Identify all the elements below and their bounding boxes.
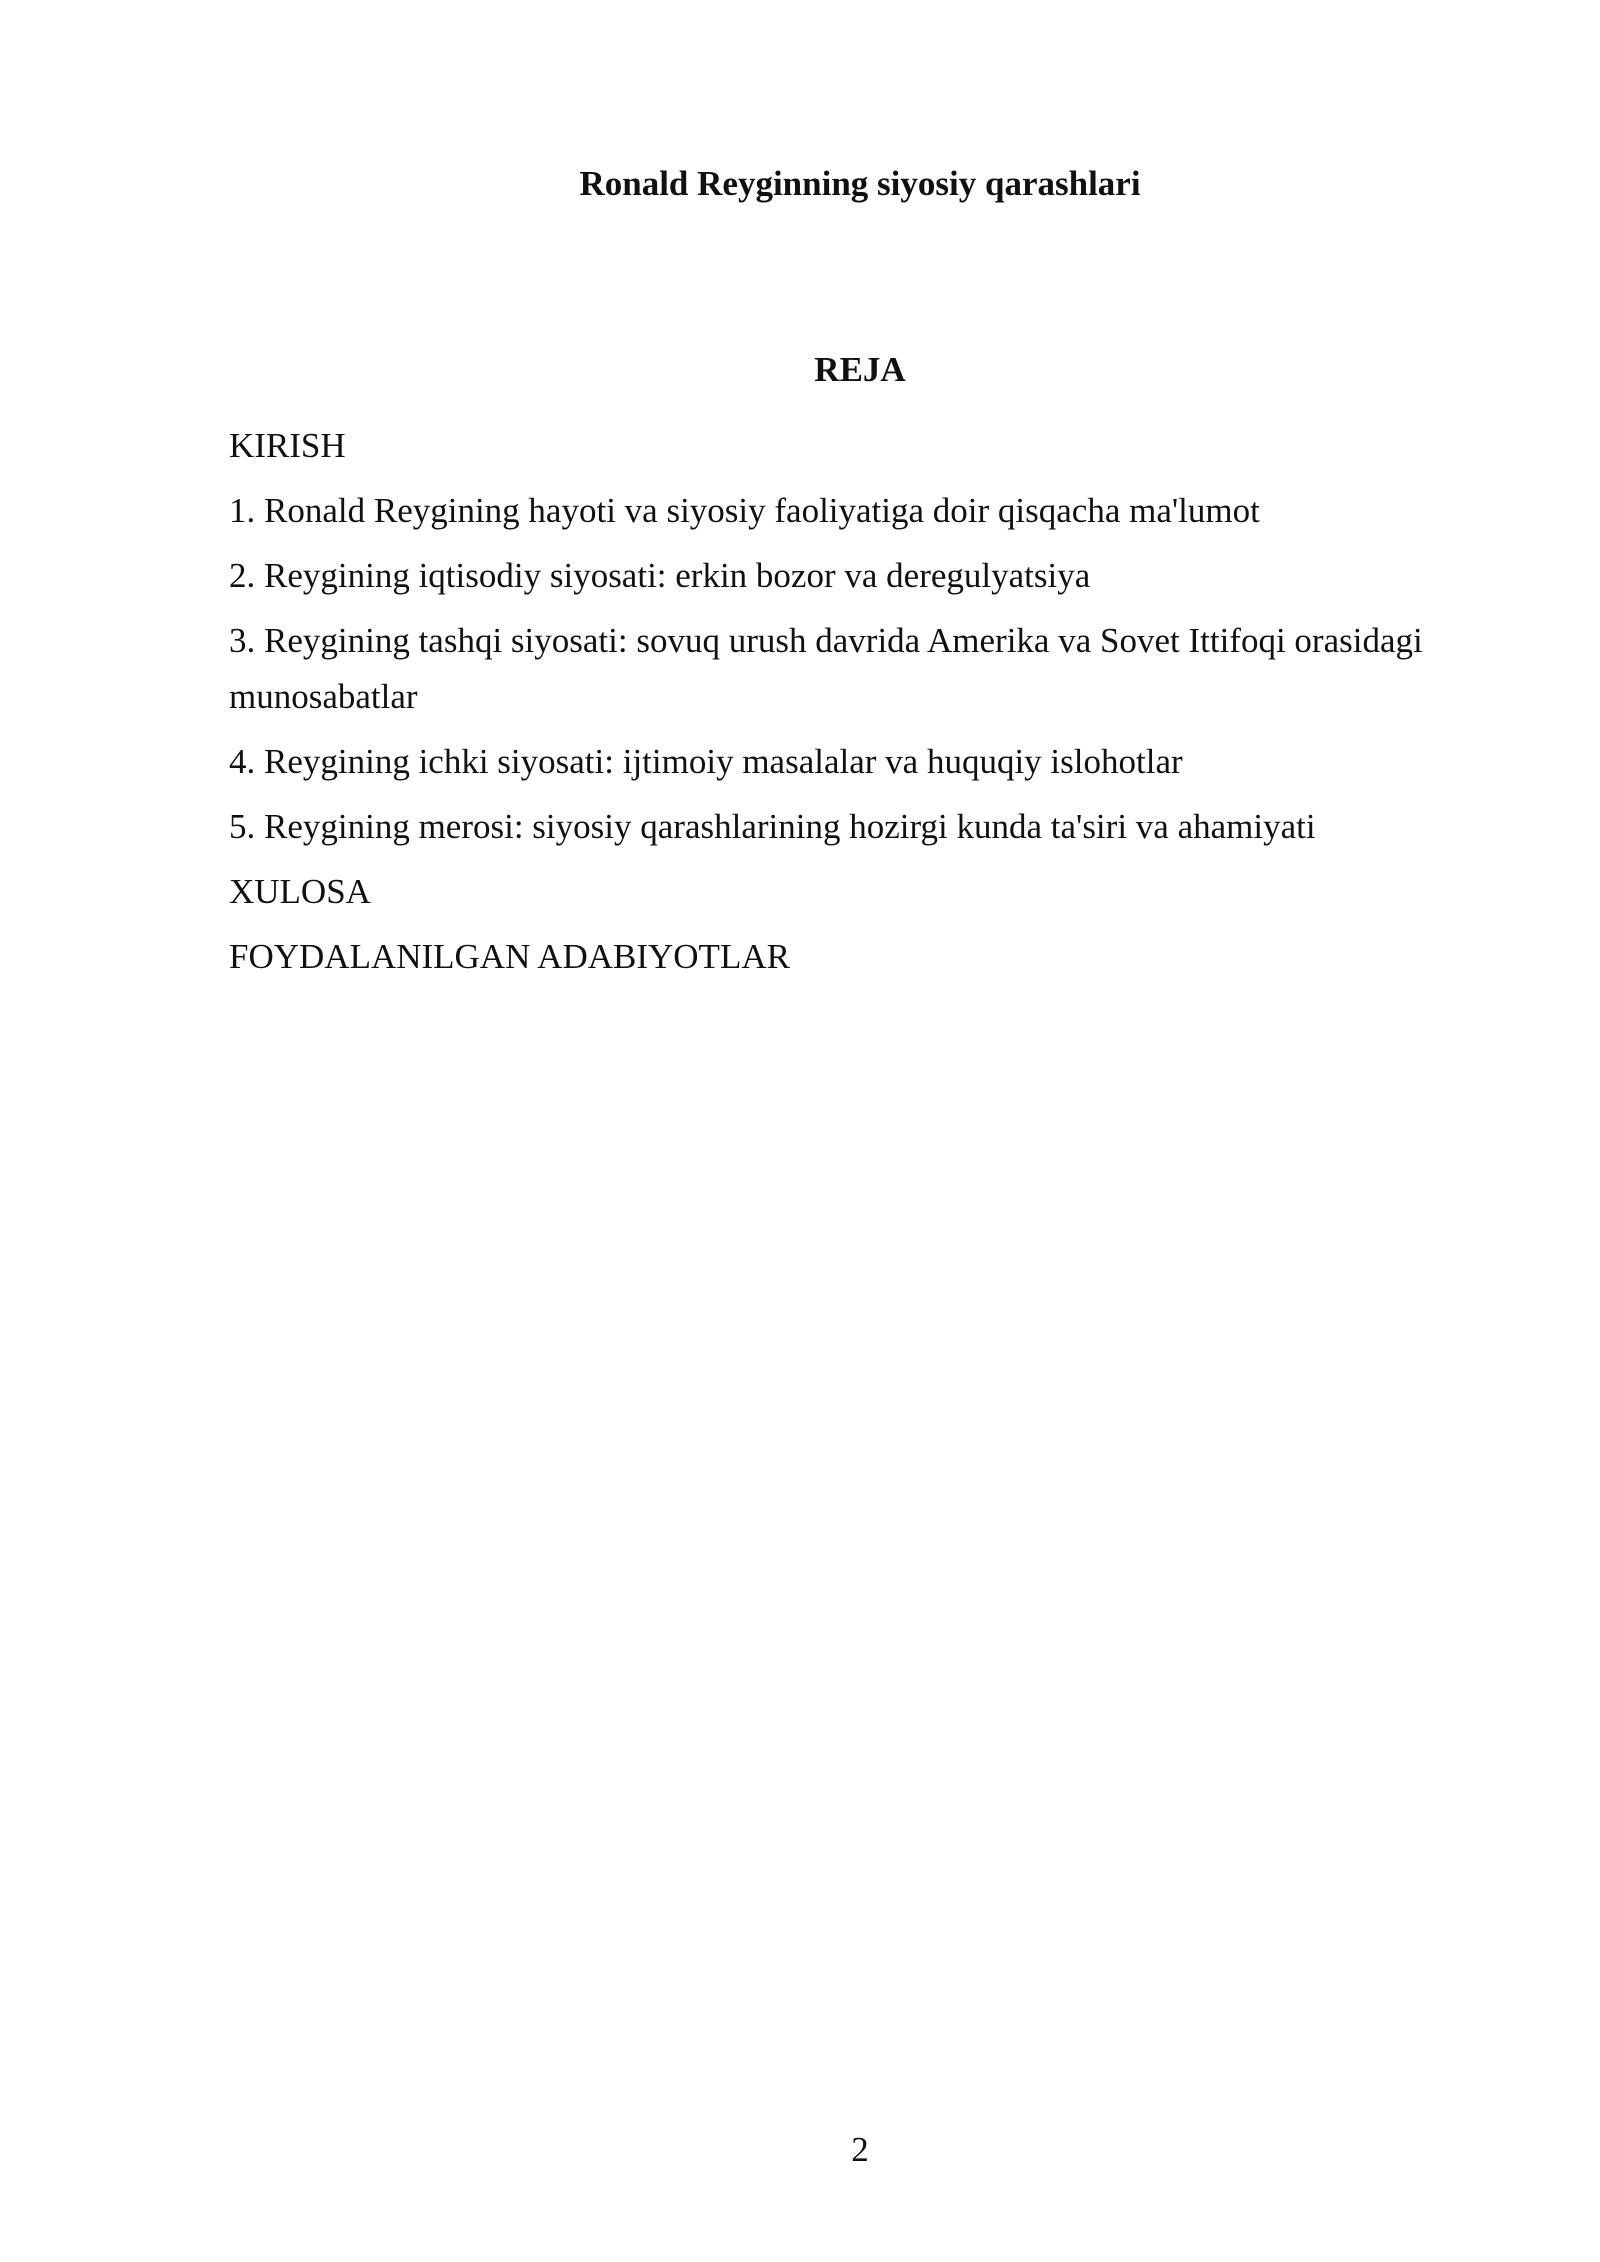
plan-item-introduction: KIRISH <box>229 426 346 465</box>
plan-item-3: 3. Reygining tashqi siyosati: sovuq urush davrida Amerika va Sovet Ittifoqi orasidagi munosabatlar <box>229 621 1423 716</box>
plan-item-4: 4. Reygining ichki siyosati: ijtimoiy masalalar va huquqiy islohotlar <box>229 742 1183 781</box>
plan-item-conclusion: XULOSA <box>229 872 371 911</box>
page-number: 2 <box>851 2130 869 2169</box>
plan-list <box>229 418 1429 994</box>
plan-item-1: 1. Ronald Reygining hayoti va siyosiy faoliyatiga doir qisqacha ma'lumot <box>229 491 1260 530</box>
document-title: Ronald Reyginning siyosiy qarashlari <box>579 164 1141 203</box>
plan-item-2: 2. Reygining iqtisodiy siyosati: erkin bozor va deregulyatsiya <box>229 556 1091 595</box>
plan-heading: REJA <box>814 350 906 389</box>
plan-item-5: 5. Reygining merosi: siyosiy qarashlarining hozirgi kunda ta'siri va ahamiyati <box>229 807 1316 846</box>
plan-item-references: FOYDALANILGAN ADABIYOTLAR <box>229 937 790 976</box>
